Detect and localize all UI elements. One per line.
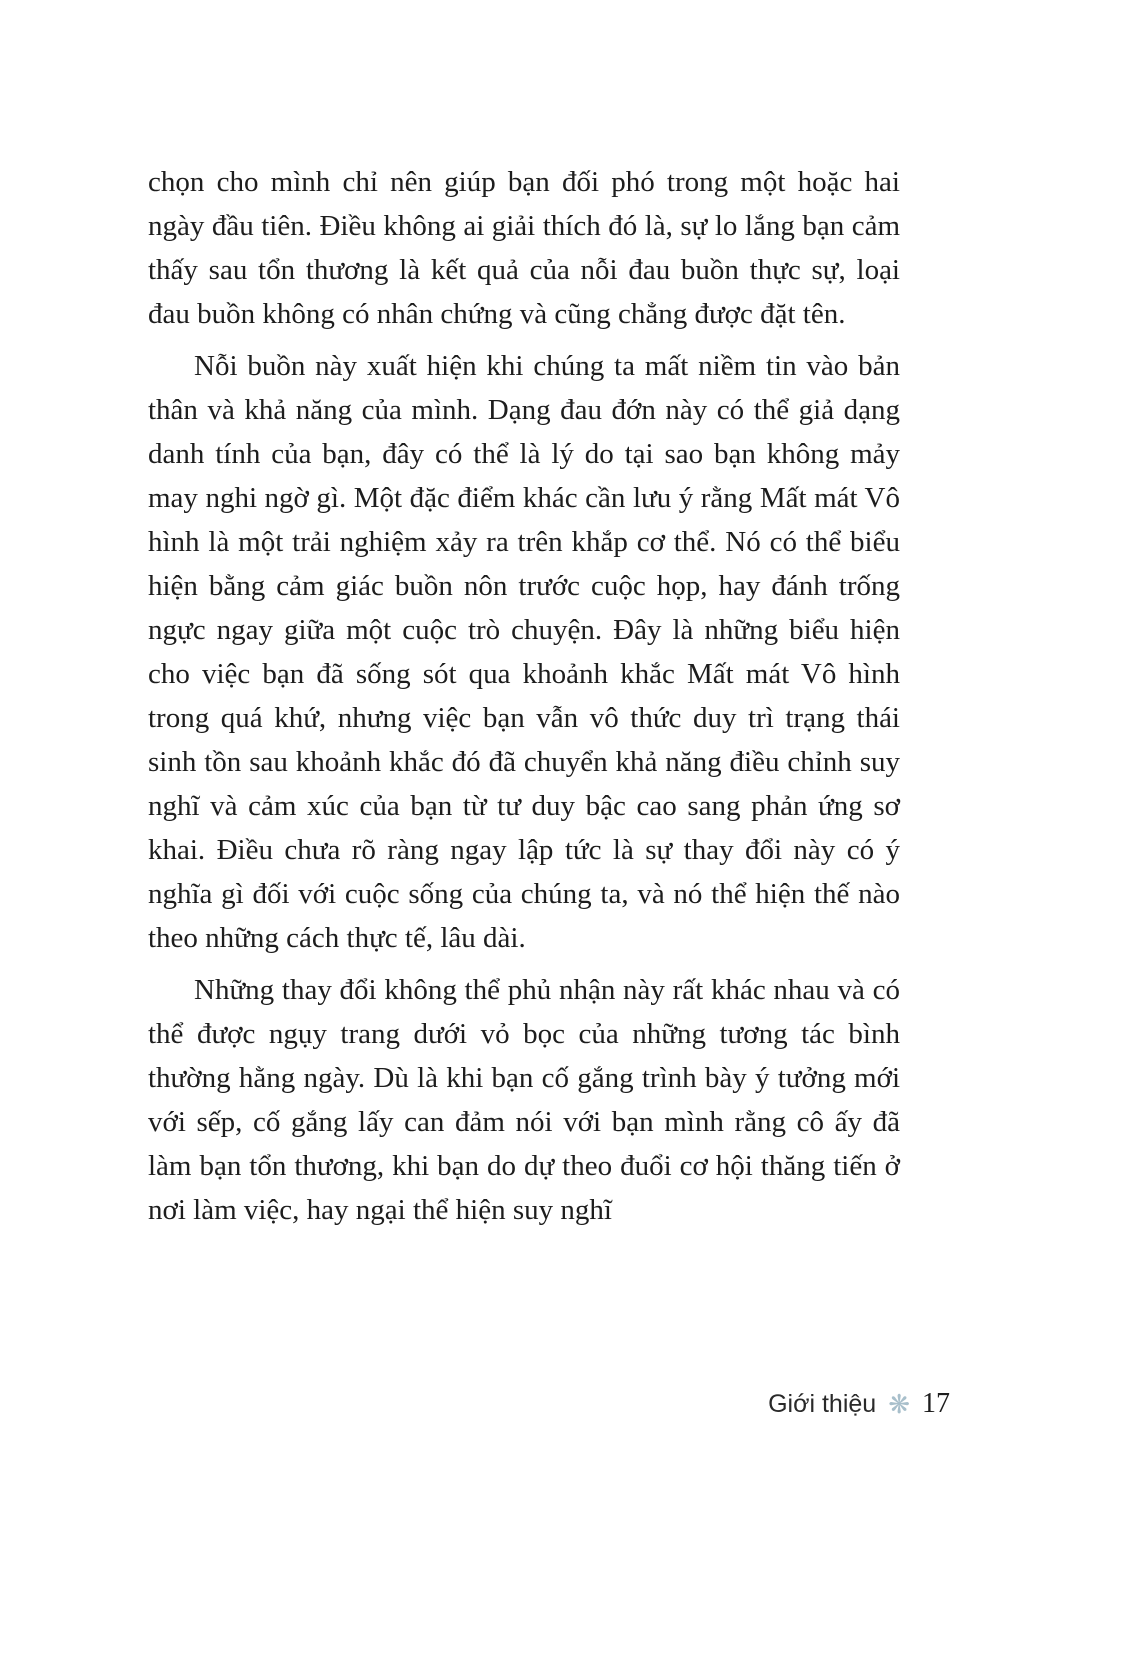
body-text bbox=[148, 160, 900, 1232]
paragraph: chọn cho mình chỉ nên giúp bạn đối phó trong một hoặc hai ngày đầu tiên. Điều không ai giải thích đó là, sự lo lắng bạn cảm thấy sau tổn thương là kết quả của nỗi đau buồn thực sự, loại đau buồn không có nhân chứng và cũng chẳng được đặt tên. bbox=[148, 166, 900, 330]
footer-section-label: Giới thiệu bbox=[768, 1389, 877, 1418]
page-footer bbox=[768, 1390, 950, 1418]
paragraph: Những thay đổi không thể phủ nhận này rất khác nhau và có thể được ngụy trang dưới vỏ bọc của những tương tác bình thường hằng ngày. Dù là khi bạn cố gắng trình bày ý tưởng mới với sếp, cố gắng lấy can đảm nói với bạn mình rằng cô ấy đã làm bạn tổn thương, khi bạn do dự theo đuổi cơ hội thăng tiến ở nơi làm việc, hay ngại thể hiện suy nghĩ bbox=[148, 974, 900, 1226]
page-number: 17 bbox=[922, 1388, 950, 1419]
paragraph: Nỗi buồn này xuất hiện khi chúng ta mất niềm tin vào bản thân và khả năng của mình. Dạng đau đớn này có thể giả dạng danh tính của bạn, đây có thể là lý do tại sao bạn không mảy may nghi ngờ gì. Một đặc điểm khác cần lưu ý rằng Mất mát Vô hình là một trải nghiệm xảy ra trên khắp cơ thể. Nó có thể biểu hiện bằng cảm giác buồn nôn trước cuộc họp, hay đánh trống ngực ngay giữa một cuộc trò chuyện. Đây là những biểu hiện cho việc bạn đã sống sót qua khoảnh khắc Mất mát Vô hình trong quá khứ, nhưng việc bạn vẫn vô thức duy trì trạng thái sinh tồn sau khoảnh khắc đó đã chuyển khả năng điều chỉnh suy nghĩ và cảm xúc của bạn từ tư duy bậc cao sang phản ứng sơ khai. Điều chưa rõ ràng ngay lập tức là sự thay đổi này có ý nghĩa gì đối với cuộc sống của chúng ta, và nó thể hiện thế nào theo những cách thực tế, lâu dài. bbox=[148, 350, 900, 954]
flower-ornament-icon: ❋ bbox=[888, 1390, 910, 1420]
